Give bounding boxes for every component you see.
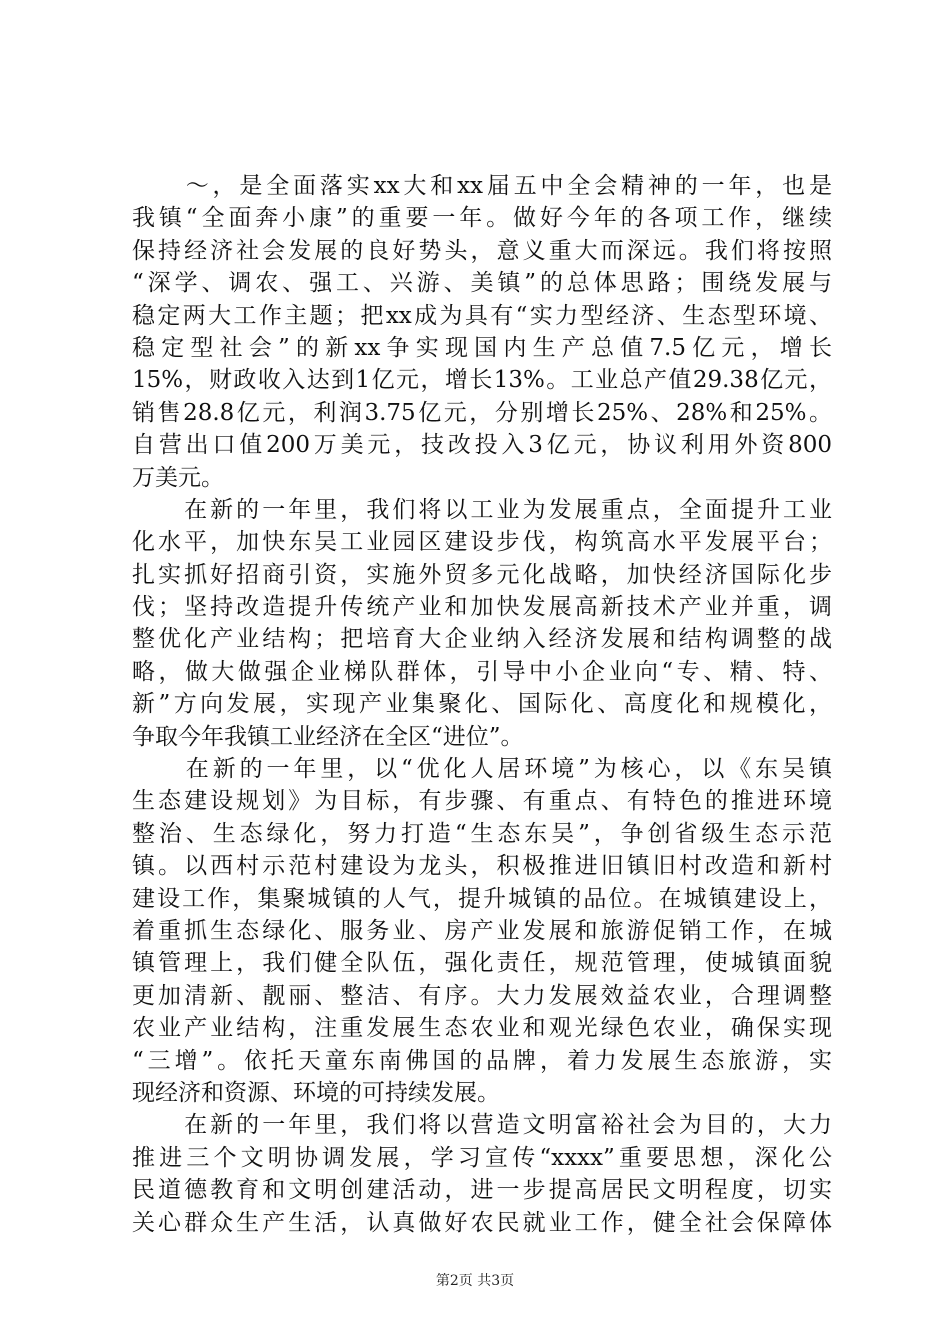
text-line: 新”方向发展，实现产业集聚化、国际化、高度化和规模化，: [132, 691, 832, 718]
text-line: 建设工作，集聚城镇的人气，提升城镇的品位。在城镇建设上，: [132, 885, 832, 912]
text-line: 农业产业结构，注重发展生态农业和观光绿色农业，确保实现: [132, 1015, 832, 1042]
text-line: 稳定型社会”的新xx争实现国内生产总值7.5亿元，增长: [132, 334, 832, 361]
text-line: “三增”。依托天童东南佛国的品牌，着力发展生态旅游，实: [132, 1047, 832, 1074]
text-line: 在新的一年里，以“优化人居环境”为核心，以《东吴镇: [132, 756, 832, 783]
text-line: 保持经济社会发展的良好势头，意义重大而深远。我们将按照: [132, 237, 832, 264]
text-line: 关心群众生产生活，认真做好农民就业工作，健全社会保障体: [132, 1209, 832, 1236]
text-line: 稳定两大工作主题；把xx成为具有“实力型经济、生态型环境、: [132, 302, 832, 329]
text-line: 扎实抓好招商引资，实施外贸多元化战略，加快经济国际化步: [132, 561, 832, 588]
page-footer: 第2页 共3页: [435, 1273, 515, 1289]
text-line: “深学、调农、强工、兴游、美镇”的总体思路；围绕发展与: [132, 270, 832, 297]
text-line: 伐；坚持改造提升传统产业和加快发展高新技术产业并重，调: [132, 594, 832, 621]
text-line: 在新的一年里，我们将以营造文明富裕社会为目的，大力: [132, 1112, 832, 1139]
text-line: 着重抓生态绿化、服务业、房产业发展和旅游促销工作，在城: [132, 917, 832, 944]
text-line: 镇。以西村示范村建设为龙头，积极推进旧镇旧村改造和新村: [132, 853, 832, 880]
text-line: 我镇“全面奔小康”的重要一年。做好今年的各项工作，继续: [132, 205, 832, 232]
text-line: 镇管理上，我们健全队伍，强化责任，规范管理，使城镇面貌: [132, 950, 832, 977]
text-line: 在新的一年里，我们将以工业为发展重点，全面提升工业: [132, 496, 832, 523]
text-line: 民道德教育和文明创建活动，进一步提高居民文明程度，切实: [132, 1177, 832, 1204]
text-line: 15%，财政收入达到1亿元，增长13%。工业总产值29.38亿元，: [132, 367, 832, 394]
text-line: 推进三个文明协调发展，学习宣传“xxxx”重要思想，深化公: [132, 1144, 832, 1171]
text-line: 销售28.8亿元，利润3.75亿元，分别增长25%、28%和25%。: [132, 399, 832, 426]
text-line: 万美元。: [132, 464, 224, 491]
document-body: [132, 170, 832, 1239]
text-line: 略，做大做强企业梯队群体，引导中小企业向“专、精、特、: [132, 658, 832, 685]
text-line: ～，是全面落实xx大和xx届五中全会精神的一年，也是: [132, 173, 832, 199]
text-line: 化水平，加快东吴工业园区建设步伐，构筑高水平发展平台；: [132, 529, 832, 556]
text-line: 争取今年我镇工业经济在全区“进位”。: [132, 723, 524, 750]
text-line: 自营出口值200万美元，技改投入3亿元，协议利用外资800: [132, 432, 832, 459]
text-line: 整治、生态绿化，努力打造“生态东吴”，争创省级生态示范: [132, 820, 832, 847]
text-line: 整优化产业结构；把培育大企业纳入经济发展和结构调整的战: [132, 626, 832, 653]
text-line: 更加清新、靓丽、整洁、有序。大力发展效益农业，合理调整: [132, 982, 832, 1009]
text-line: 现经济和资源、环境的可持续发展。: [132, 1079, 500, 1106]
text-line: 生态建设规划》为目标，有步骤、有重点、有特色的推进环境: [132, 788, 832, 815]
